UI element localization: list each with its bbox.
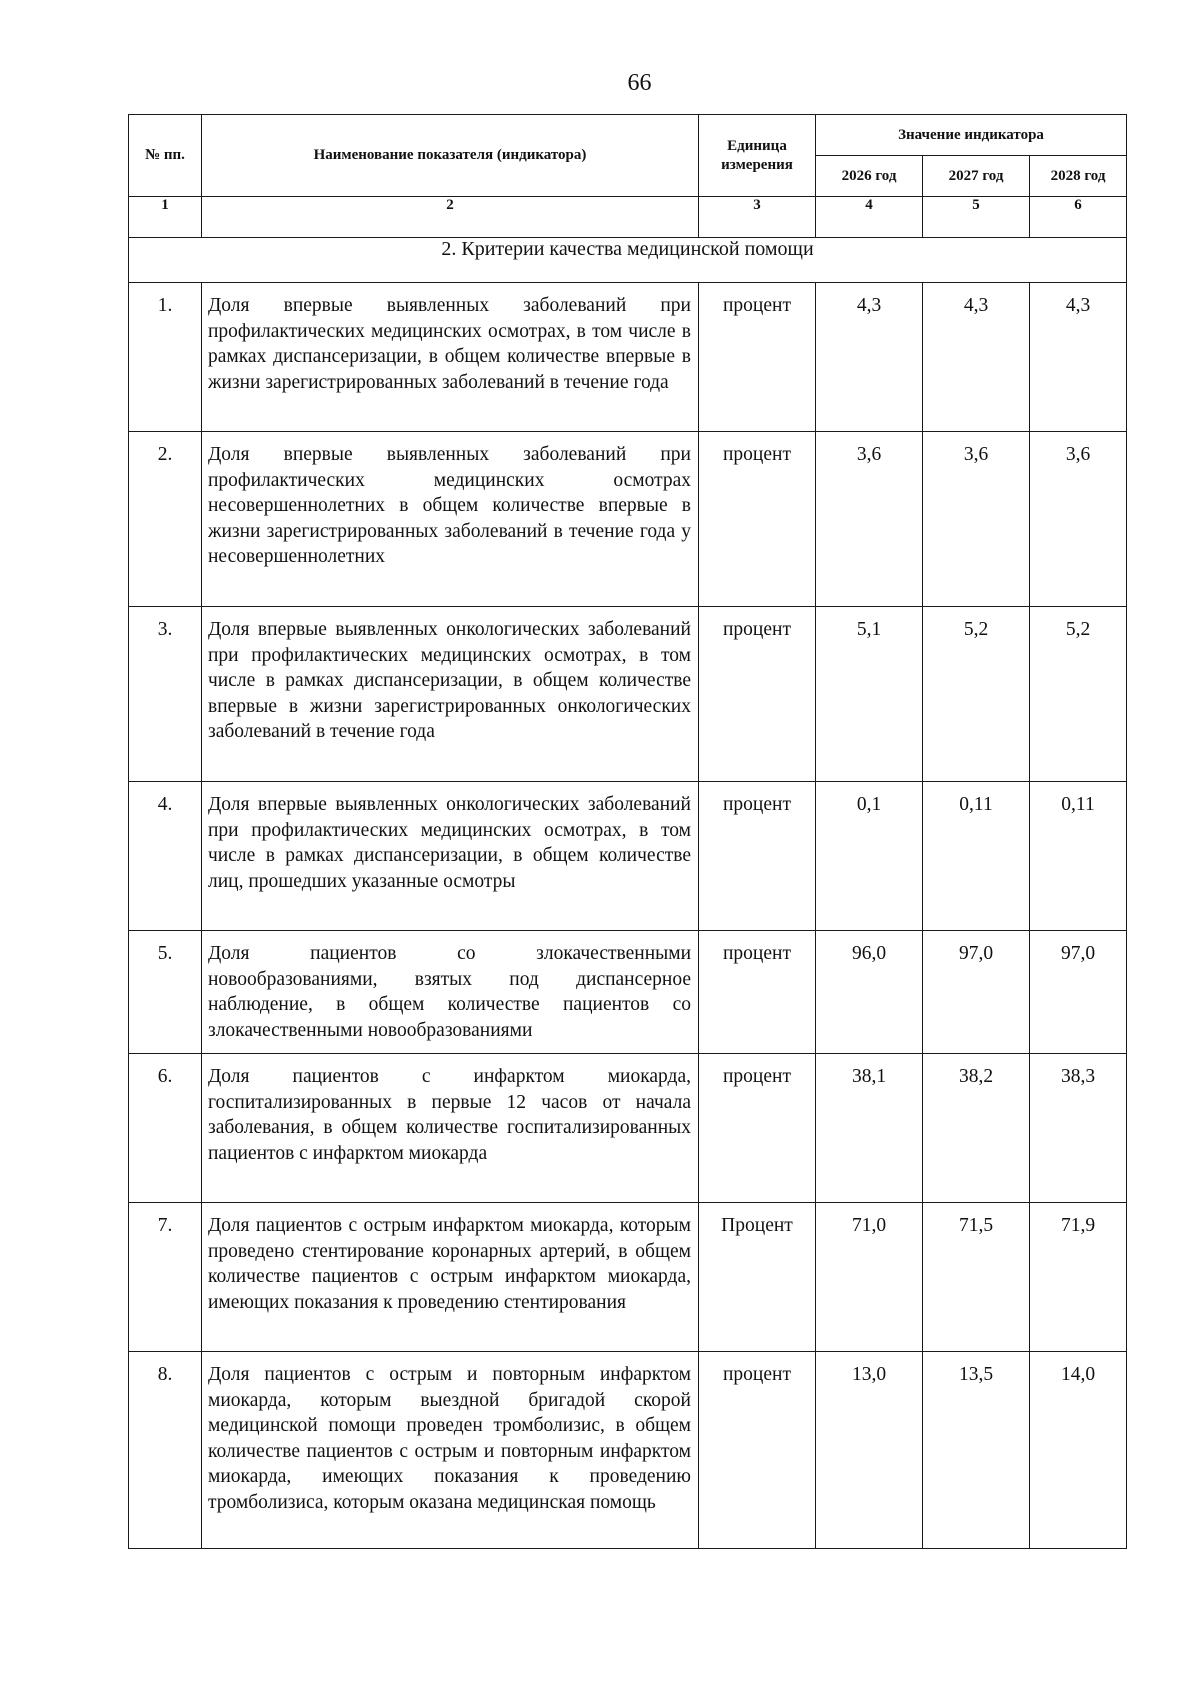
unit-of-measure: процент [699,782,816,931]
header-year-2026: 2026 год [816,156,923,197]
header-row [129,115,1127,156]
value-2026: 71,0 [816,1203,923,1352]
unit-of-measure: процент [699,1054,816,1203]
row-number: 7. [129,1203,202,1352]
header-year-2027: 2027 год [923,156,1030,197]
value-2027: 97,0 [923,931,1030,1054]
value-2026: 13,0 [816,1352,923,1549]
table-row [129,1203,1127,1352]
header-unit: Единица измерения [699,115,816,197]
value-2028: 5,2 [1030,607,1127,782]
table-row [129,1352,1127,1549]
value-2026: 3,6 [816,432,923,607]
value-2026: 4,3 [816,283,923,432]
indicator-name: Доля впервые выявленных онкологических заболеваний при профилактических медицинских осмотрах, в том числе в рамках диспансеризации, в общем количестве лиц, прошедших указанные осмотры [202,782,699,931]
row-number: 1. [129,283,202,432]
row-number: 8. [129,1352,202,1549]
column-number: 6 [1030,197,1127,238]
value-2028: 0,11 [1030,782,1127,931]
header-year-2028: 2028 год [1030,156,1127,197]
section-title: 2. Критерии качества медицинской помощи [129,238,1127,283]
value-2028: 14,0 [1030,1352,1127,1549]
indicator-name: Доля пациентов с острым и повторным инфарктом миокарда, которым выездной бригадой скорой медицинской помощи проведен тромболизис, в общем количестве пациентов с острым и повторным инфарктом миокарда, имеющих показания к проведению тромболизиса, которым оказана медицинская помощь [202,1352,699,1549]
header-values-group: Значение индикатора [816,115,1127,156]
value-2026: 5,1 [816,607,923,782]
value-2027: 3,6 [923,432,1030,607]
column-number: 4 [816,197,923,238]
unit-of-measure: процент [699,931,816,1054]
value-2027: 71,5 [923,1203,1030,1352]
unit-of-measure: процент [699,607,816,782]
column-number: 2 [202,197,699,238]
indicator-name: Доля пациентов с острым инфарктом миокарда, которым проведено стентирование коронарных артерий, в общем количестве пациентов с острым инфарктом миокарда, имеющих показания к проведению стентирования [202,1203,699,1352]
row-number: 5. [129,931,202,1054]
table-row [129,1054,1127,1203]
value-2027: 13,5 [923,1352,1030,1549]
row-number: 4. [129,782,202,931]
unit-of-measure: процент [699,432,816,607]
table-row [129,782,1127,931]
unit-of-measure: процент [699,1352,816,1549]
value-2027: 38,2 [923,1054,1030,1203]
section-row [129,238,1127,283]
value-2027: 4,3 [923,283,1030,432]
table-row [129,607,1127,782]
value-2026: 0,1 [816,782,923,931]
indicator-name: Доля впервые выявленных заболеваний при профилактических медицинских осмотрах несовершеннолетних в общем количестве впервые в жизни зарегистрированных заболеваний в течение года у несовершеннолетних [202,432,699,607]
table-row [129,931,1127,1054]
row-number: 6. [129,1054,202,1203]
value-2027: 0,11 [923,782,1030,931]
page-number: 66 [627,70,652,96]
row-number: 3. [129,607,202,782]
value-2026: 96,0 [816,931,923,1054]
table-row [129,283,1127,432]
indicator-name: Доля впервые выявленных онкологических заболеваний при профилактических медицинских осмотрах, в том числе в рамках диспансеризации, в общем количестве впервые в жизни зарегистрированных онкологических заболеваний в течение года [202,607,699,782]
value-2028: 97,0 [1030,931,1127,1054]
indicator-name: Доля впервые выявленных заболеваний при профилактических медицинских осмотрах, в том числе в рамках диспансеризации, в общем количестве впервые в жизни зарегистрированных заболеваний в течение года [202,283,699,432]
column-number: 5 [923,197,1030,238]
row-number: 2. [129,432,202,607]
indicator-name: Доля пациентов со злокачественными новообразованиями, взятых под диспансерное наблюдение, в общем количестве пациентов со злокачественными новообразованиями [202,931,699,1054]
indicator-name: Доля пациентов с инфарктом миокарда, госпитализированных в первые 12 часов от начала заболевания, в общем количестве госпитализированных пациентов с инфарктом миокарда [202,1054,699,1203]
column-number: 1 [129,197,202,238]
indicators-table [128,114,1127,1549]
header-name: Наименование показателя (индикатора) [202,115,699,197]
value-2028: 4,3 [1030,283,1127,432]
value-2028: 38,3 [1030,1054,1127,1203]
value-2026: 38,1 [816,1054,923,1203]
unit-of-measure: процент [699,283,816,432]
value-2027: 5,2 [923,607,1030,782]
column-number: 3 [699,197,816,238]
header-num: № пп. [129,115,202,197]
unit-of-measure: Процент [699,1203,816,1352]
column-numbers-row [129,197,1127,238]
value-2028: 71,9 [1030,1203,1127,1352]
value-2028: 3,6 [1030,432,1127,607]
table-row [129,432,1127,607]
